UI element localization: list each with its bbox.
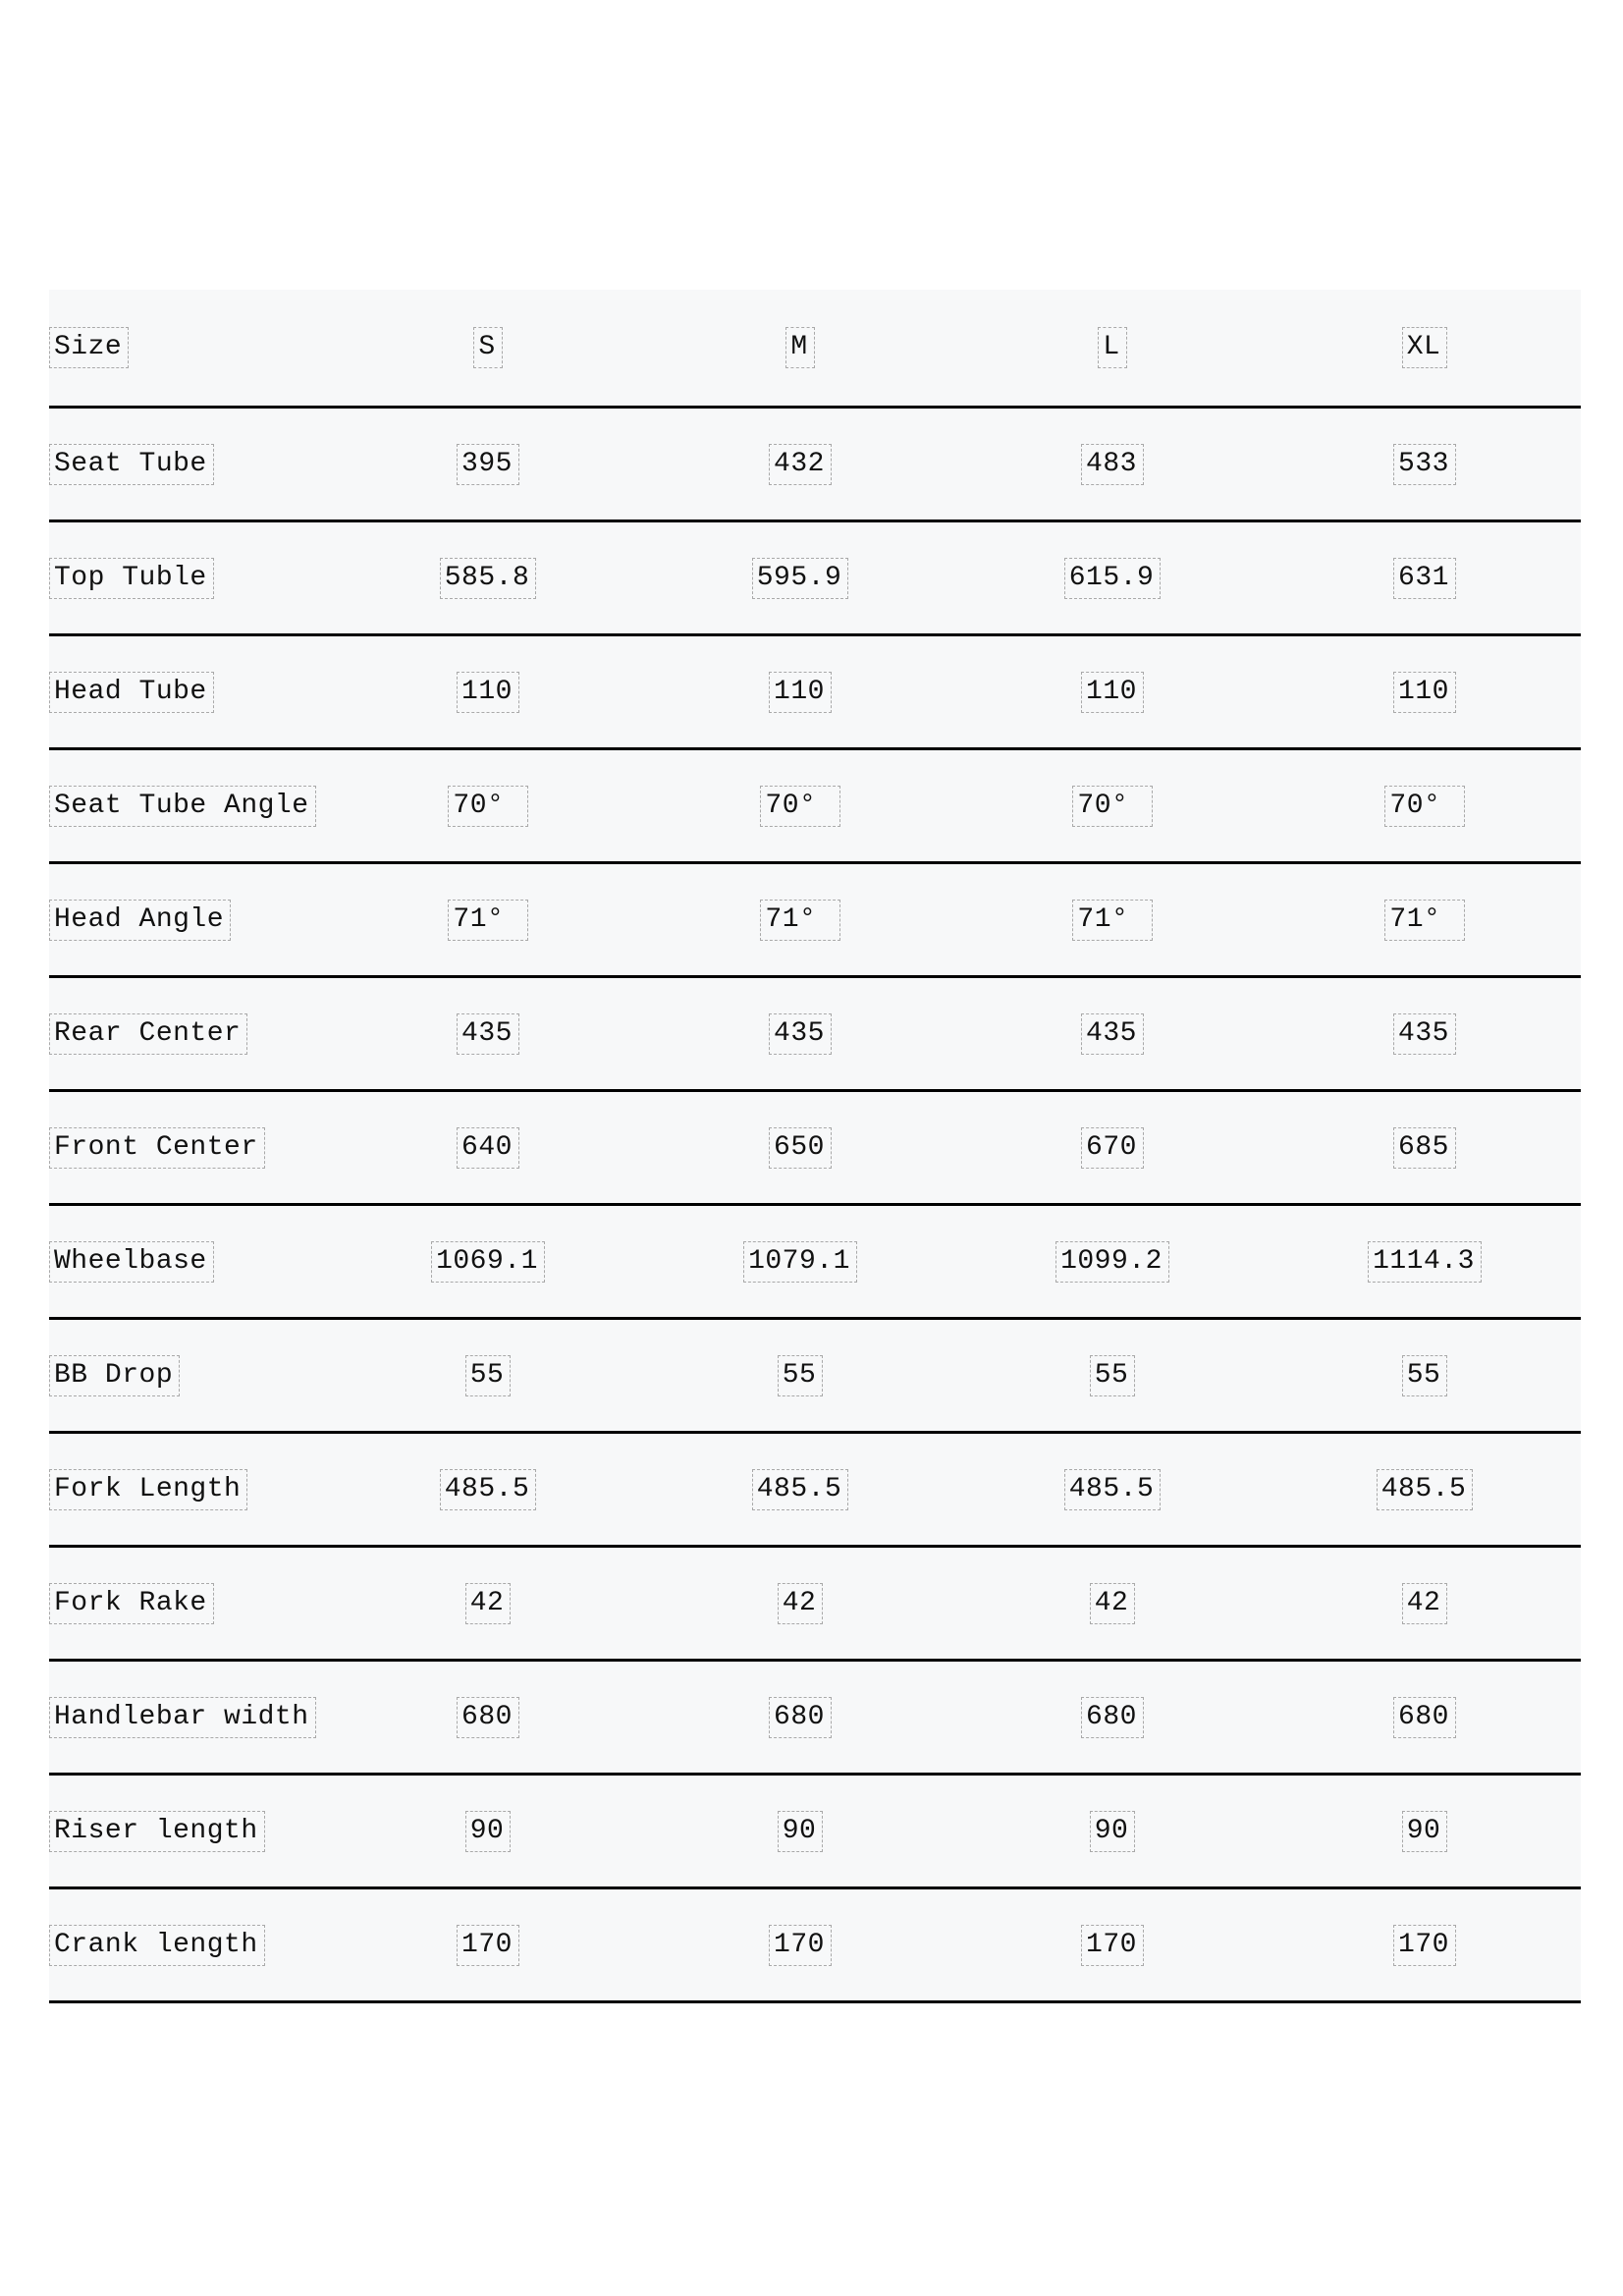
value-m: 90 xyxy=(778,1811,824,1852)
value-cell-m xyxy=(644,1092,956,1203)
value-cell-s xyxy=(332,1206,644,1317)
value-xl: 685 xyxy=(1393,1127,1456,1169)
value-cell-m xyxy=(644,636,956,747)
header-cell-xl xyxy=(1269,290,1581,406)
row-label-cell xyxy=(49,636,332,747)
value-m: 595.9 xyxy=(752,558,849,599)
value-cell-m xyxy=(644,978,956,1089)
table-row xyxy=(49,1662,1581,1776)
value-cell-l xyxy=(956,1776,1269,1886)
value-cell-s xyxy=(332,1889,644,2000)
header-cell-m xyxy=(644,290,956,406)
table-row xyxy=(49,1889,1581,2003)
value-xl: 435 xyxy=(1393,1013,1456,1055)
value-xl: 1114.3 xyxy=(1368,1241,1482,1283)
value-cell-s xyxy=(332,522,644,633)
table-row xyxy=(49,409,1581,522)
value-cell-xl xyxy=(1269,409,1581,519)
header-size-xl: XL xyxy=(1402,327,1448,368)
value-cell-m xyxy=(644,1434,956,1545)
value-l: 680 xyxy=(1081,1697,1144,1738)
row-label: Crank length xyxy=(49,1925,265,1966)
value-cell-xl xyxy=(1269,750,1581,861)
value-cell-m xyxy=(644,864,956,975)
value-cell-xl xyxy=(1269,1548,1581,1659)
value-cell-m xyxy=(644,1320,956,1431)
value-l: 435 xyxy=(1081,1013,1144,1055)
value-s: 42 xyxy=(465,1583,512,1624)
value-s: 170 xyxy=(457,1925,519,1966)
value-cell-l xyxy=(956,1662,1269,1773)
value-cell-m xyxy=(644,1889,956,2000)
value-l: 170 xyxy=(1081,1925,1144,1966)
value-cell-m xyxy=(644,750,956,861)
table-row xyxy=(49,1206,1581,1320)
row-label: Top Tuble xyxy=(49,558,214,599)
value-m: 485.5 xyxy=(752,1469,849,1510)
table-body xyxy=(49,409,1581,2003)
value-cell-m xyxy=(644,409,956,519)
value-xl: 680 xyxy=(1393,1697,1456,1738)
row-label-cell xyxy=(49,750,332,861)
value-s: 640 xyxy=(457,1127,519,1169)
header-cell-s xyxy=(332,290,644,406)
value-xl: 42 xyxy=(1402,1583,1448,1624)
value-cell-xl xyxy=(1269,636,1581,747)
table-row xyxy=(49,1548,1581,1662)
table-row xyxy=(49,1434,1581,1548)
value-xl: 110 xyxy=(1393,672,1456,713)
value-s: 110 xyxy=(457,672,519,713)
table-row xyxy=(49,1776,1581,1889)
row-label: Rear Center xyxy=(49,1013,247,1055)
value-cell-l xyxy=(956,1320,1269,1431)
value-s: 395 xyxy=(457,444,519,485)
value-cell-xl xyxy=(1269,978,1581,1089)
value-cell-m xyxy=(644,1776,956,1886)
value-s: 680 xyxy=(457,1697,519,1738)
value-cell-xl xyxy=(1269,522,1581,633)
value-cell-m xyxy=(644,522,956,633)
row-label-cell xyxy=(49,522,332,633)
table-row xyxy=(49,1092,1581,1206)
value-xl: 55 xyxy=(1402,1355,1448,1396)
value-cell-xl xyxy=(1269,864,1581,975)
value-m: 55 xyxy=(778,1355,824,1396)
table-row xyxy=(49,750,1581,864)
value-m: 42 xyxy=(778,1583,824,1624)
value-cell-m xyxy=(644,1206,956,1317)
value-cell-xl xyxy=(1269,1320,1581,1431)
value-cell-l xyxy=(956,978,1269,1089)
value-l: 615.9 xyxy=(1064,558,1162,599)
value-l: 71° xyxy=(1072,900,1152,941)
header-cell-l xyxy=(956,290,1269,406)
value-m: 70° xyxy=(760,786,839,827)
value-cell-l xyxy=(956,522,1269,633)
value-cell-xl xyxy=(1269,1776,1581,1886)
geometry-table xyxy=(49,290,1581,2003)
value-s: 90 xyxy=(465,1811,512,1852)
table-row xyxy=(49,864,1581,978)
value-xl: 71° xyxy=(1384,900,1464,941)
value-l: 90 xyxy=(1090,1811,1136,1852)
row-label: Fork Rake xyxy=(49,1583,214,1624)
value-cell-xl xyxy=(1269,1434,1581,1545)
value-xl: 70° xyxy=(1384,786,1464,827)
value-cell-m xyxy=(644,1662,956,1773)
value-s: 585.8 xyxy=(440,558,537,599)
header-size-label: Size xyxy=(49,327,129,368)
value-m: 435 xyxy=(769,1013,832,1055)
row-label: Fork Length xyxy=(49,1469,247,1510)
value-xl: 533 xyxy=(1393,444,1456,485)
value-cell-s xyxy=(332,1434,644,1545)
value-xl: 485.5 xyxy=(1377,1469,1474,1510)
header-size-s: S xyxy=(473,327,502,368)
header-cell-size xyxy=(49,290,332,406)
value-m: 650 xyxy=(769,1127,832,1169)
value-cell-l xyxy=(956,409,1269,519)
value-cell-s xyxy=(332,978,644,1089)
row-label: Seat Tube Angle xyxy=(49,786,316,827)
value-l: 110 xyxy=(1081,672,1144,713)
row-label-cell xyxy=(49,1889,332,2000)
row-label: Seat Tube xyxy=(49,444,214,485)
value-cell-s xyxy=(332,1776,644,1886)
value-xl: 90 xyxy=(1402,1811,1448,1852)
row-label-cell xyxy=(49,1548,332,1659)
table-row xyxy=(49,636,1581,750)
value-s: 55 xyxy=(465,1355,512,1396)
table-header-row xyxy=(49,290,1581,409)
row-label: Front Center xyxy=(49,1127,265,1169)
row-label-cell xyxy=(49,1662,332,1773)
value-s: 485.5 xyxy=(440,1469,537,1510)
row-label-cell xyxy=(49,1092,332,1203)
value-s: 71° xyxy=(448,900,527,941)
value-cell-xl xyxy=(1269,1662,1581,1773)
value-s: 1069.1 xyxy=(431,1241,545,1283)
value-cell-l xyxy=(956,1092,1269,1203)
header-size-m: M xyxy=(785,327,814,368)
table-row xyxy=(49,522,1581,636)
value-cell-l xyxy=(956,1548,1269,1659)
row-label-cell xyxy=(49,409,332,519)
row-label-cell xyxy=(49,1320,332,1431)
value-cell-xl xyxy=(1269,1092,1581,1203)
value-m: 1079.1 xyxy=(743,1241,857,1283)
value-l: 485.5 xyxy=(1064,1469,1162,1510)
table-row xyxy=(49,978,1581,1092)
value-cell-l xyxy=(956,750,1269,861)
row-label: Handlebar width xyxy=(49,1697,316,1738)
value-l: 670 xyxy=(1081,1127,1144,1169)
value-m: 170 xyxy=(769,1925,832,1966)
table-row xyxy=(49,1320,1581,1434)
value-xl: 170 xyxy=(1393,1925,1456,1966)
value-cell-s xyxy=(332,409,644,519)
value-cell-l xyxy=(956,1434,1269,1545)
row-label-cell xyxy=(49,1434,332,1545)
row-label-cell xyxy=(49,1206,332,1317)
row-label: BB Drop xyxy=(49,1355,180,1396)
value-cell-s xyxy=(332,750,644,861)
value-cell-xl xyxy=(1269,1889,1581,2000)
value-s: 70° xyxy=(448,786,527,827)
value-xl: 631 xyxy=(1393,558,1456,599)
row-label: Head Angle xyxy=(49,900,231,941)
row-label: Wheelbase xyxy=(49,1241,214,1283)
value-cell-m xyxy=(644,1548,956,1659)
value-m: 110 xyxy=(769,672,832,713)
row-label-cell xyxy=(49,978,332,1089)
value-l: 1099.2 xyxy=(1055,1241,1169,1283)
row-label: Head Tube xyxy=(49,672,214,713)
value-s: 435 xyxy=(457,1013,519,1055)
value-l: 55 xyxy=(1090,1355,1136,1396)
row-label-cell xyxy=(49,1776,332,1886)
value-cell-s xyxy=(332,1548,644,1659)
value-l: 70° xyxy=(1072,786,1152,827)
value-cell-s xyxy=(332,1092,644,1203)
value-m: 432 xyxy=(769,444,832,485)
row-label-cell xyxy=(49,864,332,975)
value-cell-s xyxy=(332,1662,644,1773)
value-cell-s xyxy=(332,1320,644,1431)
value-cell-s xyxy=(332,864,644,975)
value-cell-xl xyxy=(1269,1206,1581,1317)
value-l: 42 xyxy=(1090,1583,1136,1624)
value-l: 483 xyxy=(1081,444,1144,485)
value-m: 71° xyxy=(760,900,839,941)
value-cell-l xyxy=(956,1206,1269,1317)
row-label: Riser length xyxy=(49,1811,265,1852)
value-cell-l xyxy=(956,636,1269,747)
value-cell-l xyxy=(956,864,1269,975)
value-m: 680 xyxy=(769,1697,832,1738)
value-cell-s xyxy=(332,636,644,747)
value-cell-l xyxy=(956,1889,1269,2000)
header-size-l: L xyxy=(1098,327,1126,368)
